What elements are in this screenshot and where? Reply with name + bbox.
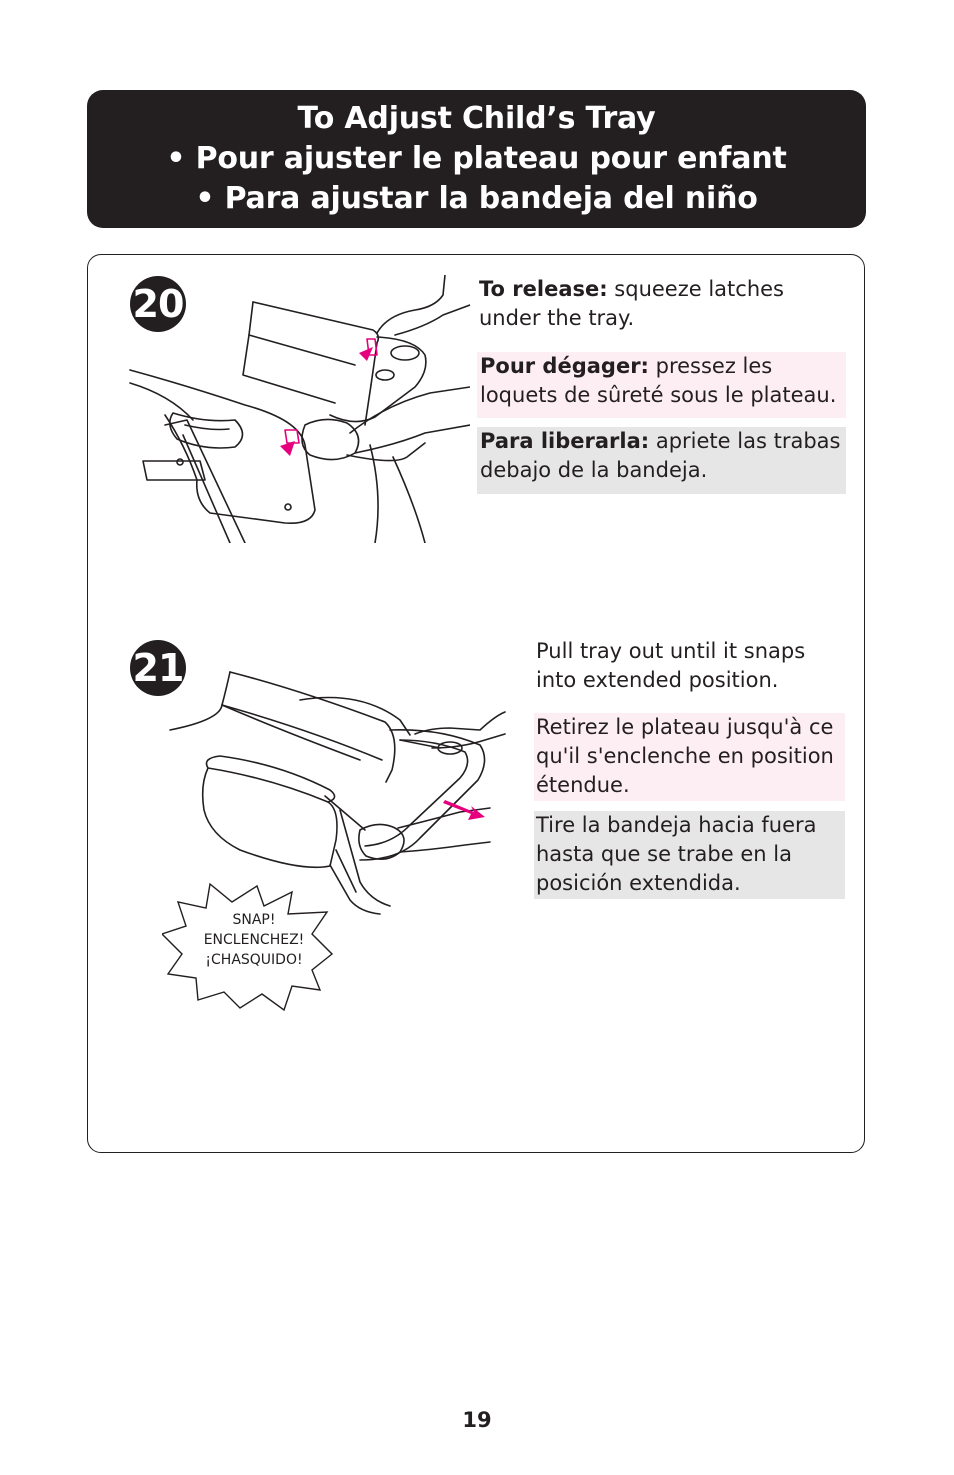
- step-21-text-en: Pull tray out until it snaps into extended position.: [536, 639, 806, 692]
- step-20-fr-bold: Pour dégager:: [480, 354, 649, 378]
- section-header: [87, 90, 866, 228]
- step-21-text-es: Tire la bandeja hacia fuera hasta que se trabe en la posición extendida.: [534, 811, 845, 899]
- step-20-text-fr: [477, 352, 846, 418]
- step-21-illustration: [160, 660, 510, 920]
- step-20-en-bold: To release:: [479, 277, 608, 301]
- step-20-es-bold: Para liberarla:: [480, 429, 650, 453]
- page-number: 19: [462, 1408, 492, 1432]
- step-20-text-es: [477, 427, 846, 494]
- step-20-fr-rest: pressez les loquets de sûreté sous le plateau.: [480, 354, 837, 407]
- step-20-badge: 20: [130, 276, 186, 332]
- step-20-en-rest: squeeze latches under the tray.: [479, 277, 784, 330]
- snap-text: [180, 910, 328, 970]
- header-title-es: • Para ajustar la bandeja del niño: [195, 181, 758, 216]
- header-title-fr: • Pour ajuster le plateau pour enfant: [166, 141, 787, 176]
- header-title-en: To Adjust Child’s Tray: [297, 101, 656, 136]
- step-20-illustration: [125, 275, 470, 543]
- snap-text-fr: ENCLENCHEZ!: [203, 932, 305, 948]
- step-20-text-en: [479, 275, 819, 333]
- step-21-text-fr: Retirez le plateau jusqu'à ce qu'il s'enclenche en position étendue.: [534, 713, 845, 801]
- step-21-badge: 21: [130, 640, 186, 696]
- step-20-es-rest: apriete las trabas debajo de la bandeja.: [480, 429, 841, 482]
- magenta-arrow-icon: [253, 347, 373, 486]
- snap-text-en: SNAP!: [232, 912, 276, 928]
- snap-text-es: ¡CHASQUIDO!: [205, 952, 303, 968]
